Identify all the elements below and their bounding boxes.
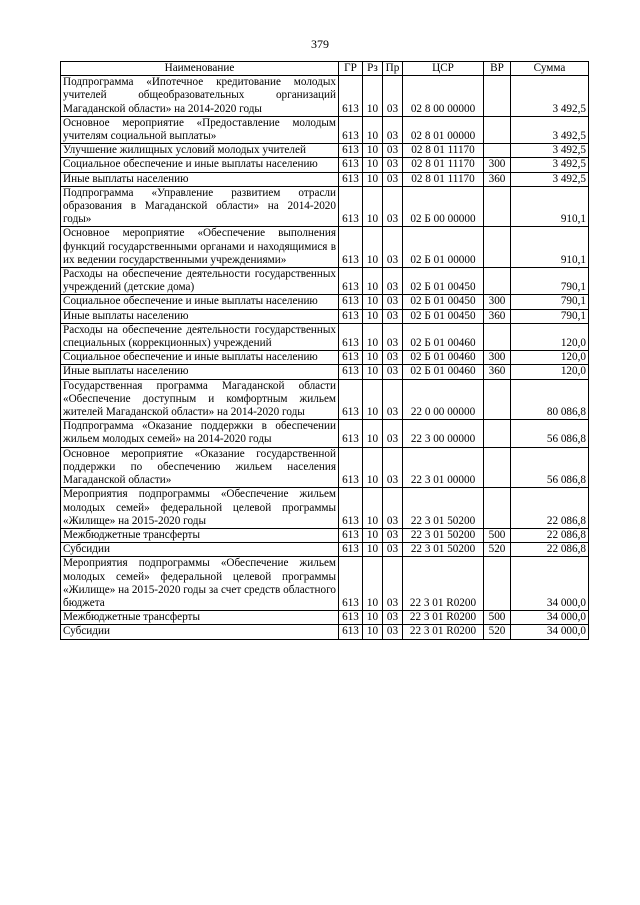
cell-vr: 300 [484,351,511,365]
cell-pr: 03 [383,172,403,186]
cell-vr [484,144,511,158]
cell-pr: 03 [383,351,403,365]
cell-csr: 02 8 01 11170 [403,144,484,158]
table-row [61,365,589,379]
cell-sum: 34 000,0 [511,557,589,611]
cell-csr: 02 Б 01 00460 [403,351,484,365]
table-row [61,116,589,143]
cell-csr: 02 Б 00 00000 [403,186,484,227]
cell-vr: 500 [484,611,511,625]
cell-name: Государственная программа Магаданской области «Обеспечение доступным и комфортным жильем жителей Магаданской области» на 2014-2020 годы [61,379,339,420]
cell-name: Социальное обеспечение и иные выплаты населению [61,295,339,309]
table-row [61,488,589,529]
cell-csr: 02 Б 01 00450 [403,295,484,309]
table-row [61,379,589,420]
table-row [61,447,589,488]
cell-rz: 10 [363,268,383,295]
cell-csr: 02 8 01 11170 [403,158,484,172]
cell-name: Подпрограмма «Управление развитием отрасли образования в Магаданской области» на 2014-2020 годы» [61,186,339,227]
table-row [61,625,589,639]
cell-name: Межбюджетные трансферты [61,611,339,625]
cell-pr: 03 [383,186,403,227]
cell-pr: 03 [383,543,403,557]
cell-gr: 613 [339,227,363,268]
cell-vr [484,116,511,143]
cell-rz: 10 [363,488,383,529]
cell-name: Мероприятия подпрограммы «Обеспечение жильем молодых семей» федеральной целевой программы «Жилище» на 2015-2020 годы [61,488,339,529]
cell-sum: 790,1 [511,268,589,295]
cell-name: Иные выплаты населению [61,309,339,323]
table-row [61,144,589,158]
cell-name: Основное мероприятие «Оказание государственной поддержки по обеспечению жильем населения Магаданской области» [61,447,339,488]
cell-vr [484,268,511,295]
cell-rz: 10 [363,365,383,379]
cell-vr [484,323,511,350]
cell-rz: 10 [363,611,383,625]
cell-sum: 22 086,8 [511,528,589,542]
cell-gr: 613 [339,158,363,172]
cell-pr: 03 [383,227,403,268]
cell-sum: 34 000,0 [511,625,589,639]
cell-sum: 3 492,5 [511,76,589,117]
cell-vr [484,488,511,529]
table-row [61,76,589,117]
table-row [61,309,589,323]
cell-csr: 22 3 01 R0200 [403,611,484,625]
cell-sum: 34 000,0 [511,611,589,625]
table-body [61,76,589,639]
cell-pr: 03 [383,144,403,158]
cell-name: Мероприятия подпрограммы «Обеспечение жильем молодых семей» федеральной целевой программы «Жилище» на 2015-2020 годы за счет средств областного бюджета [61,557,339,611]
cell-pr: 03 [383,625,403,639]
cell-gr: 613 [339,309,363,323]
header-csr: ЦСР [403,62,484,76]
cell-rz: 10 [363,172,383,186]
cell-sum: 120,0 [511,323,589,350]
cell-rz: 10 [363,309,383,323]
cell-sum: 790,1 [511,309,589,323]
cell-csr: 22 3 01 00000 [403,447,484,488]
cell-name: Улучшение жилищных условий молодых учителей [61,144,339,158]
cell-name: Расходы на обеспечение деятельности государственных учреждений (детские дома) [61,268,339,295]
cell-rz: 10 [363,227,383,268]
header-row [61,62,589,76]
cell-rz: 10 [363,295,383,309]
cell-csr: 02 Б 01 00450 [403,309,484,323]
header-rz: Рз [363,62,383,76]
cell-gr: 613 [339,528,363,542]
cell-sum: 80 086,8 [511,379,589,420]
table-row [61,557,589,611]
cell-csr: 22 0 00 00000 [403,379,484,420]
cell-pr: 03 [383,528,403,542]
cell-pr: 03 [383,116,403,143]
cell-name: Социальное обеспечение и иные выплаты населению [61,158,339,172]
cell-csr: 02 Б 01 00460 [403,365,484,379]
cell-vr [484,447,511,488]
cell-gr: 613 [339,543,363,557]
cell-pr: 03 [383,447,403,488]
budget-table [60,61,589,640]
cell-gr: 613 [339,557,363,611]
cell-gr: 613 [339,351,363,365]
cell-pr: 03 [383,268,403,295]
cell-sum: 3 492,5 [511,158,589,172]
cell-sum: 3 492,5 [511,172,589,186]
cell-name: Субсидии [61,543,339,557]
cell-sum: 22 086,8 [511,488,589,529]
cell-csr: 22 3 01 50200 [403,543,484,557]
cell-rz: 10 [363,447,383,488]
cell-pr: 03 [383,379,403,420]
cell-pr: 03 [383,420,403,447]
cell-sum: 3 492,5 [511,116,589,143]
cell-pr: 03 [383,365,403,379]
cell-csr: 02 Б 01 00000 [403,227,484,268]
cell-rz: 10 [363,323,383,350]
cell-pr: 03 [383,488,403,529]
cell-pr: 03 [383,295,403,309]
header-pr: Пр [383,62,403,76]
cell-sum: 56 086,8 [511,420,589,447]
cell-vr: 360 [484,172,511,186]
cell-rz: 10 [363,76,383,117]
cell-gr: 613 [339,144,363,158]
table-row [61,172,589,186]
cell-pr: 03 [383,158,403,172]
header-name: Наименование [61,62,339,76]
cell-vr: 500 [484,528,511,542]
table-row [61,351,589,365]
cell-vr: 360 [484,365,511,379]
cell-csr: 02 Б 01 00450 [403,268,484,295]
cell-sum: 3 492,5 [511,144,589,158]
cell-sum: 790,1 [511,295,589,309]
cell-gr: 613 [339,295,363,309]
cell-vr: 300 [484,158,511,172]
cell-vr [484,557,511,611]
cell-gr: 613 [339,172,363,186]
cell-csr: 02 8 00 00000 [403,76,484,117]
cell-gr: 613 [339,76,363,117]
table-row [61,295,589,309]
cell-gr: 613 [339,186,363,227]
cell-rz: 10 [363,351,383,365]
cell-name: Подпрограмма «Оказание поддержки в обеспечении жильем молодых семей» на 2014-2020 годы [61,420,339,447]
table-row [61,611,589,625]
cell-gr: 613 [339,625,363,639]
cell-name: Иные выплаты населению [61,172,339,186]
cell-sum: 910,1 [511,186,589,227]
cell-vr: 520 [484,625,511,639]
cell-rz: 10 [363,379,383,420]
cell-rz: 10 [363,144,383,158]
cell-sum: 120,0 [511,351,589,365]
cell-vr [484,186,511,227]
cell-rz: 10 [363,186,383,227]
cell-pr: 03 [383,611,403,625]
cell-rz: 10 [363,420,383,447]
cell-gr: 613 [339,268,363,295]
cell-gr: 613 [339,379,363,420]
cell-vr [484,76,511,117]
cell-name: Социальное обеспечение и иные выплаты населению [61,351,339,365]
cell-csr: 22 3 01 50200 [403,528,484,542]
table-row [61,158,589,172]
table-row [61,227,589,268]
page-number: 379 [311,37,329,51]
cell-pr: 03 [383,309,403,323]
cell-pr: 03 [383,76,403,117]
cell-vr [484,227,511,268]
cell-vr: 360 [484,309,511,323]
cell-rz: 10 [363,528,383,542]
cell-vr: 300 [484,295,511,309]
header-sum: Сумма [511,62,589,76]
cell-sum: 22 086,8 [511,543,589,557]
cell-sum: 910,1 [511,227,589,268]
cell-rz: 10 [363,543,383,557]
cell-vr [484,420,511,447]
cell-name: Основное мероприятие «Предоставление молодым учителям социальной выплаты» [61,116,339,143]
cell-csr: 02 8 01 11170 [403,172,484,186]
cell-gr: 613 [339,323,363,350]
cell-csr: 22 3 00 00000 [403,420,484,447]
cell-rz: 10 [363,158,383,172]
cell-gr: 613 [339,116,363,143]
cell-name: Основное мероприятие «Обеспечение выполнения функций государственными органами и находящимися в их ведении государственными учреждениями» [61,227,339,268]
cell-gr: 613 [339,611,363,625]
cell-name: Субсидии [61,625,339,639]
table-row [61,268,589,295]
table-row [61,543,589,557]
cell-csr: 02 Б 01 00460 [403,323,484,350]
cell-name: Подпрограмма «Ипотечное кредитование молодых учителей общеобразовательных организаций Магаданской области» на 2014-2020 годы [61,76,339,117]
table-row [61,528,589,542]
cell-vr [484,379,511,420]
cell-vr: 520 [484,543,511,557]
cell-rz: 10 [363,116,383,143]
cell-gr: 613 [339,488,363,529]
header-vr: ВР [484,62,511,76]
cell-csr: 22 3 01 R0200 [403,557,484,611]
table-row [61,323,589,350]
cell-name: Расходы на обеспечение деятельности государственных специальных (коррекционных) учреждений [61,323,339,350]
cell-csr: 02 8 01 00000 [403,116,484,143]
cell-name: Межбюджетные трансферты [61,528,339,542]
cell-gr: 613 [339,420,363,447]
cell-csr: 22 3 01 R0200 [403,625,484,639]
cell-pr: 03 [383,557,403,611]
cell-sum: 56 086,8 [511,447,589,488]
cell-pr: 03 [383,323,403,350]
table-row [61,420,589,447]
cell-rz: 10 [363,557,383,611]
header-gr: ГР [339,62,363,76]
cell-gr: 613 [339,365,363,379]
cell-gr: 613 [339,447,363,488]
cell-name: Иные выплаты населению [61,365,339,379]
cell-csr: 22 3 01 50200 [403,488,484,529]
table-row [61,186,589,227]
cell-rz: 10 [363,625,383,639]
cell-sum: 120,0 [511,365,589,379]
